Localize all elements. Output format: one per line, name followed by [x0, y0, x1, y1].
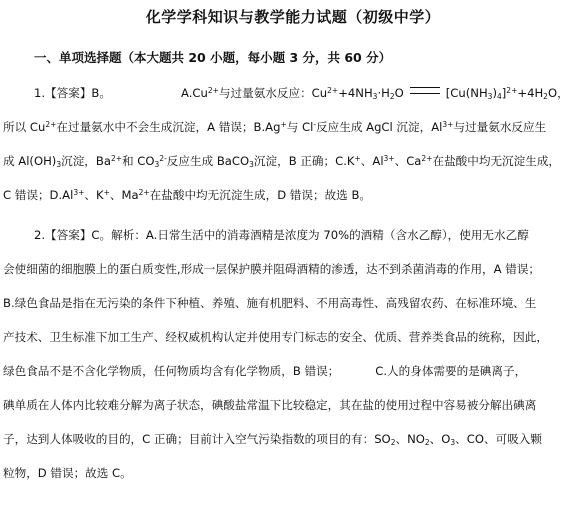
equals-sign	[410, 87, 440, 94]
q1-line-3: 成 $Al(OH)_3$沉淀，$Ba^{2+}$和 $CO_3^{2-}$反应生成 BaCO$_3$沉淀，B 正确；C.K+、$Al^{3+}$、$Ca^{2+}$在盐酸中均无沉淀生成，	[3, 154, 561, 169]
q1-line-2: 所以 $Cu^{2+}$在过量氨水中不会生成沉淀，A 错误；B.Ag+与 Cl-反应生成 AgCl 沉淀，$Al^{3+}$与过量氨水反应生	[3, 120, 547, 134]
q2-line-7: 子，达到人体吸收的目的，C 正确；目前计入空气污染指数的项目的有：$SO_2$、$NO_2$、$O_3$、CO、可吸入颗	[3, 432, 542, 447]
doc-title: 化学学科知识与教学能力试题（初级中学）	[145, 8, 441, 26]
q2-line-2: 会使细菌的细胞膜上的蛋白质变性,形成一层保护膜并阻碍酒精的渗透，达不到杀菌消毒的作用，A 错误；	[3, 262, 541, 276]
q2-line-6: 碘单质在人体内比较难分解为离子状态，碘酸盐常温下比较稳定，其在盐的使用过程中容易被分解出碘离	[3, 398, 537, 412]
q2-line-5: 绿色食品不是不含化学物质，任何物质均含有化学物质，B 错误； C.人的身体需要的是碘离子，	[3, 364, 527, 378]
q2-line-8: 粒物，D 错误；故选 C。	[3, 466, 132, 480]
q1-line-4: C 错误；$D.Al^{3+}$、K+、$Ma^{2+}$在盐酸中均无沉淀生成，D 错误；故选 B。	[3, 188, 372, 202]
section-heading: 一、单项选择题（本大题共 20 小题，每小题 3 分，共 60 分）	[34, 50, 392, 65]
q2-line-1: 2.【答案】C。解析：A.日常生活中的消毒酒精是浓度为 70%的酒精（含水乙醇），使用无水乙醇	[34, 228, 529, 242]
q2-line-3: B.绿色食品是指在无污染的条件下种植、养殖、施有机肥料、不用高毒性、高残留农药、在标准环境、生	[3, 296, 537, 310]
q1-line-1: 1.【答案】B。 $A.Cu^{2+}$与过量氨水反应：$Cu^{2+}+4NH_3\cdot H_2O$ $[Cu(NH_3)_4]^{2+}+4H_2O$，	[34, 86, 569, 101]
q1-answer: 1.【答案】B。	[34, 86, 111, 100]
q2-line-4: 产技术、卫生标准下加工生产、经权威机构认定并使用专门标志的安全、优质、营养类食品的统称，因此，	[3, 330, 548, 344]
